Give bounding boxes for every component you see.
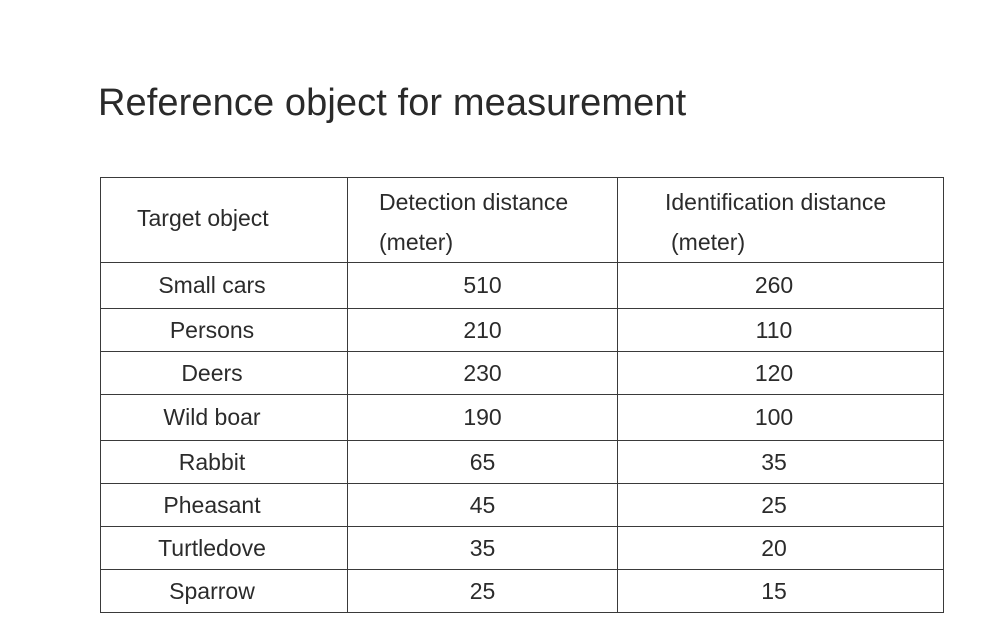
- header-identification-distance: [618, 178, 944, 263]
- cell-detection: 35: [348, 527, 618, 570]
- table-body: [101, 263, 944, 613]
- table-row: [101, 484, 944, 527]
- cell-identification: 25: [618, 484, 944, 527]
- cell-target: Persons: [101, 309, 348, 352]
- header-detection-unit: (meter): [379, 229, 454, 255]
- cell-identification: 100: [618, 395, 944, 441]
- cell-identification: 35: [618, 441, 944, 484]
- cell-target: Deers: [101, 352, 348, 395]
- cell-detection: 25: [348, 570, 618, 613]
- header-row: [101, 178, 944, 263]
- cell-detection: 230: [348, 352, 618, 395]
- page-title: Reference object for measurement: [98, 82, 687, 124]
- cell-detection: 45: [348, 484, 618, 527]
- header-target-object: Target object: [101, 178, 348, 263]
- cell-identification: 120: [618, 352, 944, 395]
- cell-detection: 65: [348, 441, 618, 484]
- cell-detection: 190: [348, 395, 618, 441]
- cell-target: Turtledove: [101, 527, 348, 570]
- cell-identification: 15: [618, 570, 944, 613]
- cell-target: Rabbit: [101, 441, 348, 484]
- cell-identification: 260: [618, 263, 944, 309]
- table-row: [101, 395, 944, 441]
- cell-target: Small cars: [101, 263, 348, 309]
- header-identification-unit: (meter): [671, 229, 746, 255]
- cell-detection: 510: [348, 263, 618, 309]
- table-row: [101, 527, 944, 570]
- cell-identification: 20: [618, 527, 944, 570]
- table-row: [101, 570, 944, 613]
- table-header: [101, 178, 944, 263]
- cell-target: Pheasant: [101, 484, 348, 527]
- header-detection-distance: [348, 178, 618, 263]
- cell-target: Sparrow: [101, 570, 348, 613]
- cell-identification: 110: [618, 309, 944, 352]
- cell-target: Wild boar: [101, 395, 348, 441]
- header-detection-label: Detection distance: [379, 189, 569, 215]
- table-row: [101, 352, 944, 395]
- header-identification-label: Identification distance: [665, 189, 887, 215]
- table-row: [101, 263, 944, 309]
- cell-detection: 210: [348, 309, 618, 352]
- reference-table: [100, 177, 944, 613]
- table-row: [101, 309, 944, 352]
- table-row: [101, 441, 944, 484]
